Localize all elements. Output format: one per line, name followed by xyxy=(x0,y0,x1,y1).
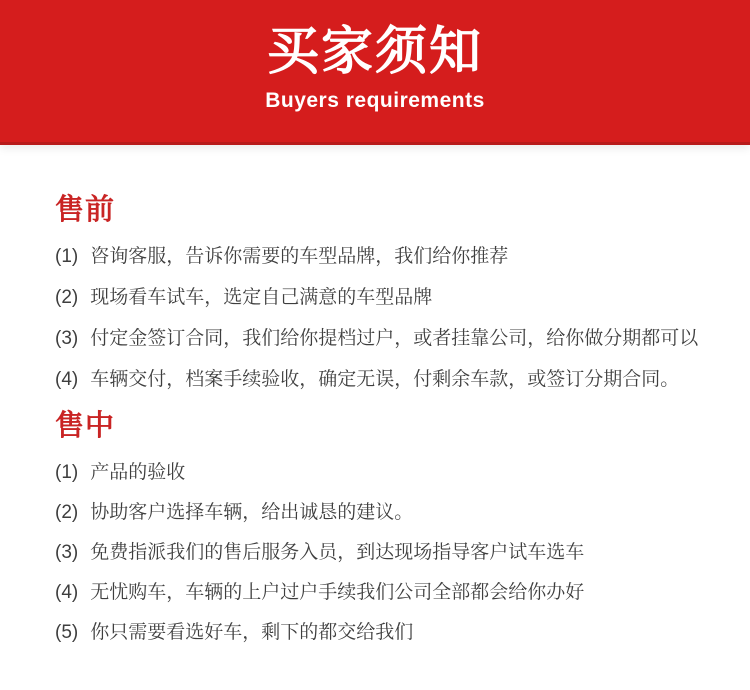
list-item xyxy=(55,288,720,308)
presale-list xyxy=(55,247,720,390)
item-number: (2) xyxy=(55,287,79,308)
item-text: 付定金签订合同，我们给你提档过户，或者挂靠公司，给你做分期都可以 xyxy=(90,328,699,349)
section-title-presale: 售前 xyxy=(55,194,116,226)
section-title-midsale: 售中 xyxy=(55,410,116,442)
list-item xyxy=(55,503,720,523)
item-number: (1) xyxy=(55,246,79,267)
header-banner xyxy=(0,0,750,145)
item-text: 协助客户选择车辆，给出诚恳的建议。 xyxy=(90,502,414,523)
item-text: 产品的验收 xyxy=(90,462,186,483)
page-title: 买家须知 xyxy=(266,23,483,81)
list-item xyxy=(55,247,720,267)
item-number: (3) xyxy=(55,328,79,349)
item-number: (3) xyxy=(55,542,79,563)
item-text: 免费指派我们的售后服务入员，到达现场指导客户试车选车 xyxy=(90,542,585,563)
list-item xyxy=(55,543,720,563)
item-text: 车辆交付，档案手续验收，确定无误，付剩余车款，或签订分期合同。 xyxy=(90,369,680,390)
list-item xyxy=(55,329,720,349)
list-item xyxy=(55,370,720,390)
item-text: 现场看车试车，选定自己满意的车型品牌 xyxy=(90,287,433,308)
item-number: (4) xyxy=(55,369,79,390)
list-item xyxy=(55,463,720,483)
item-number: (5) xyxy=(55,622,79,643)
list-item xyxy=(55,583,720,603)
item-text: 咨询客服，告诉你需要的车型品牌，我们给你推荐 xyxy=(90,246,509,267)
notice-content xyxy=(0,145,750,643)
item-text: 无忧购车，车辆的上户过户手续我们公司全部都会给你办好 xyxy=(90,582,585,603)
item-number: (2) xyxy=(55,502,79,523)
midsale-list xyxy=(55,463,720,643)
list-item xyxy=(55,623,720,643)
item-text: 你只需要看选好车，剩下的都交给我们 xyxy=(90,622,414,643)
item-number: (1) xyxy=(55,462,79,483)
item-number: (4) xyxy=(55,582,79,603)
page-subtitle: Buyers requirements xyxy=(265,89,485,112)
